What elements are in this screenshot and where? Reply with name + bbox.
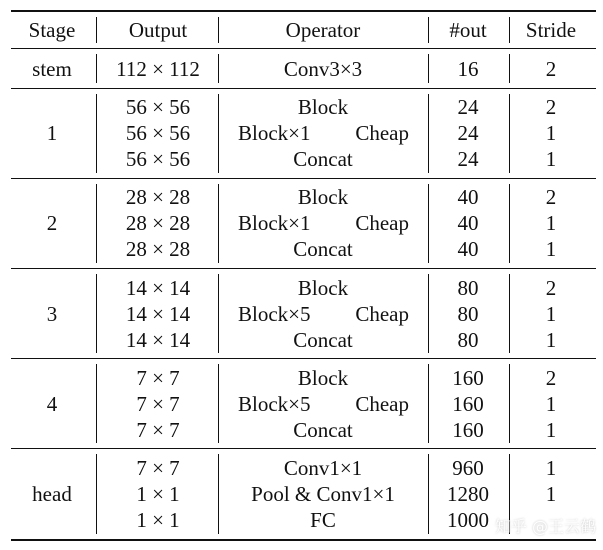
stride-value: 2 [545,95,557,119]
column-header: Stage [28,18,76,42]
stride-value: 1 [545,456,557,480]
column-divider [218,274,219,353]
output-size: 28 × 28 [125,237,191,261]
stride-value: 2 [545,57,557,81]
out-channels: 160 [452,392,484,416]
column-divider [509,184,510,263]
table-row-rule [11,178,596,179]
column-divider [428,274,429,353]
output-size: 112 × 112 [116,57,200,81]
column-header: Stride [525,18,577,42]
out-channels: 960 [452,456,484,480]
operator-name: Block [297,95,349,119]
stride-value: 1 [545,211,557,235]
column-divider [428,364,429,443]
column-divider [96,94,97,173]
output-size: 7 × 7 [136,366,180,390]
operator-name: Concat [293,418,353,442]
output-size: 1 × 1 [136,508,180,532]
watermark [478,510,596,540]
operator-name: Block [297,366,349,390]
output-size: 7 × 7 [136,456,180,480]
output-size: 7 × 7 [136,418,180,442]
out-channels: 16 [457,57,479,81]
stage-label: 2 [46,211,58,235]
output-size: 56 × 56 [125,95,191,119]
stride-value: 1 [545,392,557,416]
out-channels: 160 [452,366,484,390]
stride-value: 2 [545,185,557,209]
column-divider [218,184,219,263]
stride-value: 1 [545,482,557,506]
operator-name: Block×1 [238,121,311,145]
column-divider [96,54,97,83]
output-size: 1 × 1 [136,482,180,506]
out-channels: 24 [457,95,479,119]
column-divider [218,94,219,173]
out-channels: 40 [457,237,479,261]
operator-cheap-label: Cheap [355,392,409,416]
operator-name: Block [297,185,349,209]
operator-name: Concat [293,328,353,352]
operator-name: Block×1 [238,211,311,235]
output-size: 14 × 14 [125,302,191,326]
out-channels: 160 [452,418,484,442]
stride-value: 1 [545,237,557,261]
operator-name: Block [297,276,349,300]
table-row-rule [11,48,596,49]
column-header: Operator [285,18,361,42]
column-divider [218,54,219,83]
operator-cheap-label: Cheap [355,302,409,326]
operator-name: FC [310,508,336,532]
out-channels: 80 [457,276,479,300]
operator-name: Conv3×3 [283,57,363,81]
column-divider [428,454,429,534]
stage-label: 4 [46,392,58,416]
operator-name: Concat [293,237,353,261]
out-channels: 40 [457,185,479,209]
column-divider [509,274,510,353]
stage-label: head [32,482,72,506]
operator-name: Block×5 [238,392,311,416]
stride-value: 1 [545,302,557,326]
column-divider [96,454,97,534]
column-divider [428,54,429,83]
watermark-text: 知乎 @王云鹤 [494,516,596,536]
out-channels: 24 [457,121,479,145]
out-channels: 1000 [447,508,489,532]
output-size: 28 × 28 [125,211,191,235]
column-divider [218,364,219,443]
column-divider [428,184,429,263]
stage-label: 3 [46,302,58,326]
out-channels: 1280 [447,482,489,506]
output-size: 14 × 14 [125,276,191,300]
column-header: Output [128,18,188,42]
out-channels: 40 [457,211,479,235]
column-divider [96,364,97,443]
table-row-rule [11,88,596,89]
table-row-rule [11,268,596,269]
table-row-rule [11,448,596,449]
column-divider [218,454,219,534]
output-size: 14 × 14 [125,328,191,352]
stride-value: 1 [545,328,557,352]
output-size: 28 × 28 [125,185,191,209]
stage-label: stem [32,57,72,81]
out-channels: 24 [457,147,479,171]
table-row-rule [11,358,596,359]
table-top-rule [11,10,596,12]
operator-name: Block×5 [238,302,311,326]
stride-value: 1 [545,147,557,171]
out-channels: 80 [457,302,479,326]
operator-cheap-label: Cheap [355,121,409,145]
output-size: 56 × 56 [125,121,191,145]
column-divider [509,94,510,173]
operator-cheap-label: Cheap [355,211,409,235]
stride-value: 2 [545,276,557,300]
column-divider [96,274,97,353]
stride-value: 1 [545,418,557,442]
out-channels: 80 [457,328,479,352]
column-divider [218,17,219,43]
stage-label: 1 [46,121,58,145]
column-header: #out [449,18,487,42]
operator-name: Pool & Conv1×1 [251,482,395,506]
stride-value: 1 [545,121,557,145]
column-divider [509,364,510,443]
operator-name: Conv1×1 [283,456,363,480]
column-divider [509,54,510,83]
output-size: 7 × 7 [136,392,180,416]
operator-name: Concat [293,147,353,171]
column-divider [96,184,97,263]
stride-value: 2 [545,366,557,390]
column-divider [428,94,429,173]
output-size: 56 × 56 [125,147,191,171]
